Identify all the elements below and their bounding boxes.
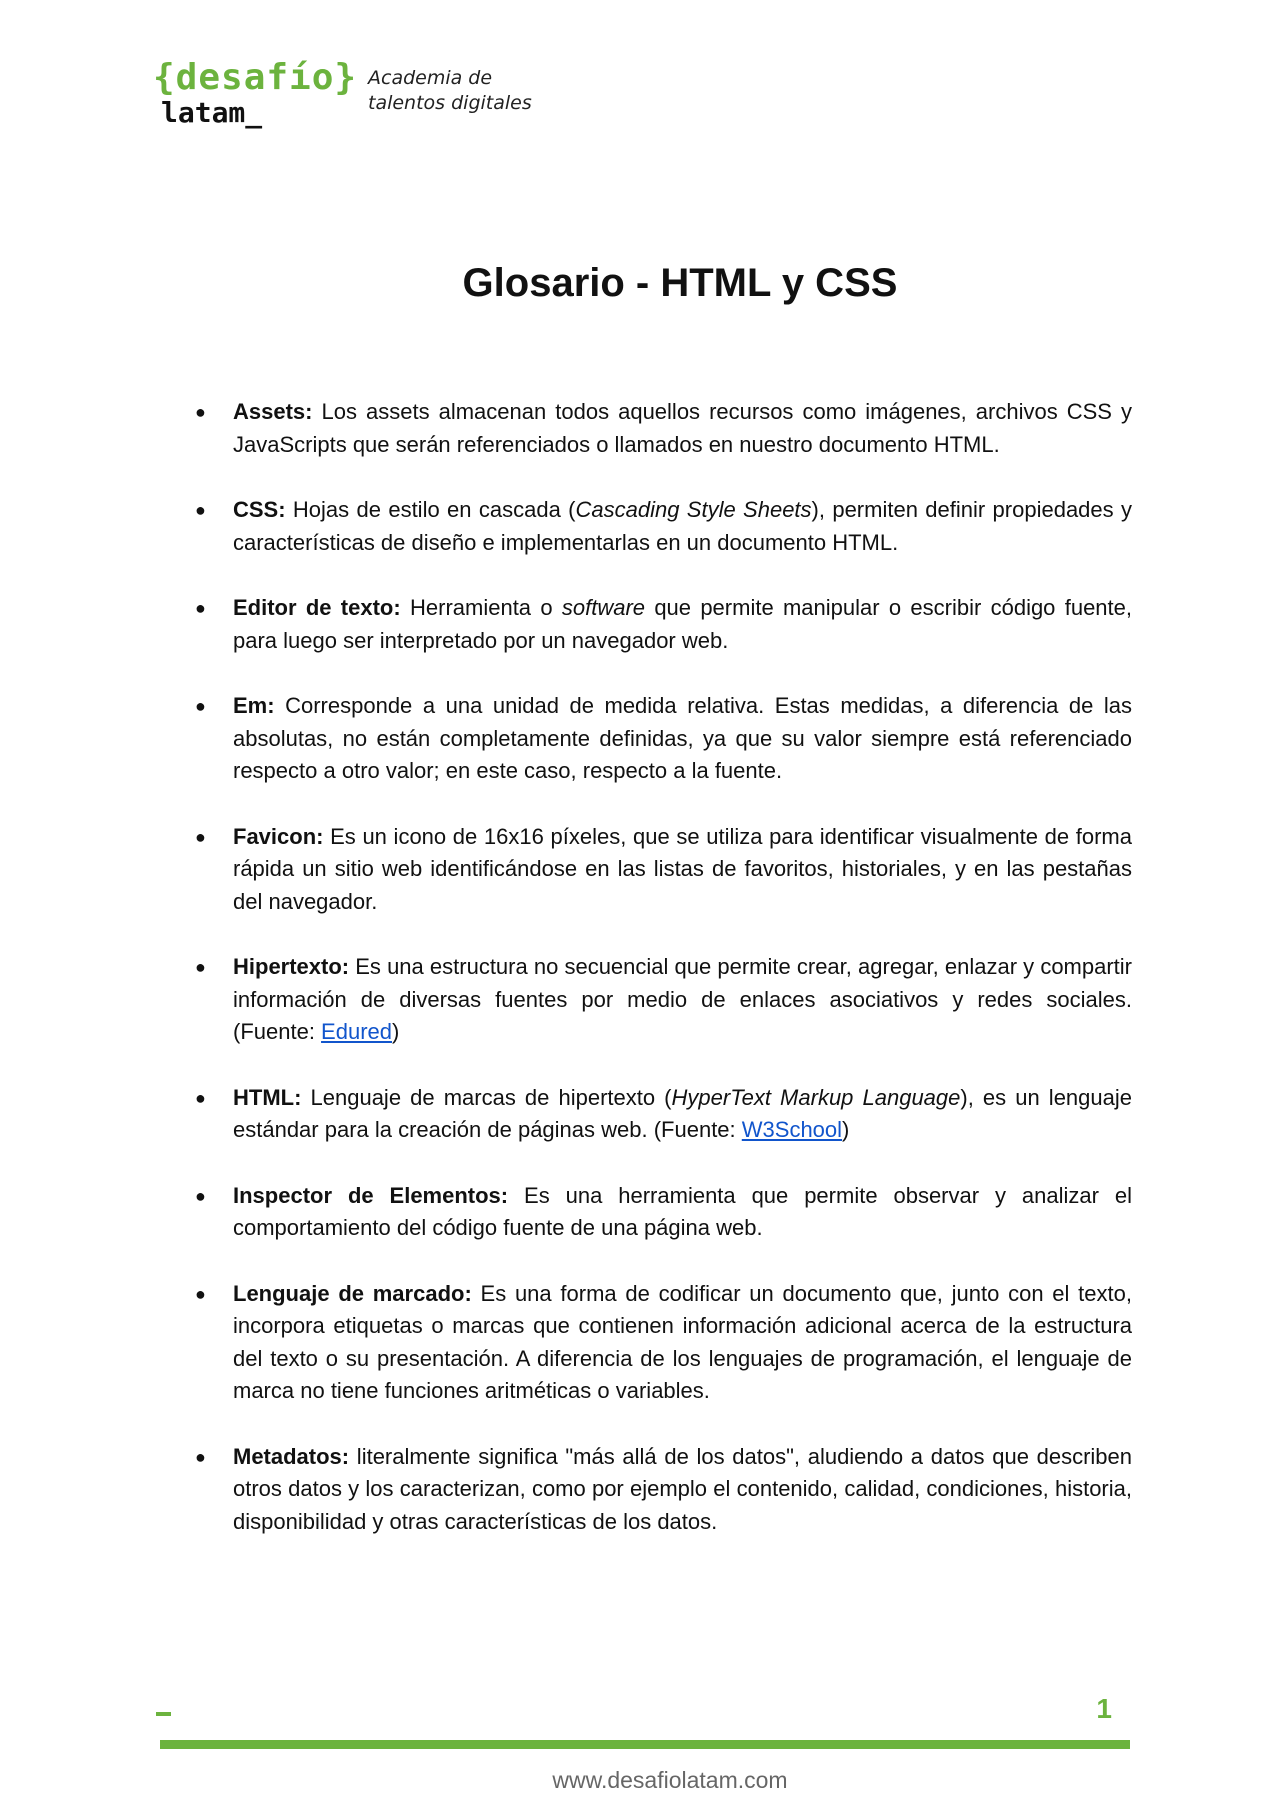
glossary-definition-text: ), es un lenguaje estándar para la creación de páginas web. (Fuente: [233,1084,1132,1142]
glossary-definition-text: ) [392,1019,400,1044]
glossary-term: Assets: [233,399,313,424]
glossary-definition-text: Herramienta o [400,595,562,620]
glossary-term: HTML: [233,1084,302,1110]
bullet-icon: ● [195,957,206,977]
page-title: Glosario - HTML y CSS [462,261,898,305]
glossary-definition-text: que permite manipular o escribir código fuente, para luego ser interpretado por un navegador web. [233,595,1132,653]
footer-dash [156,1712,171,1716]
glossary-term: Inspector de Elementos: [233,1182,509,1208]
source-link[interactable]: Edured [321,1019,392,1044]
logo-tagline-line2: talentos digitales [368,92,532,114]
bullet-icon: ● [195,402,206,422]
glossary-definition-text: Corresponde a una unidad de medida relativa. Estas medidas, a diferencia de las absolutas, no están completamente definidas, ya que su valor siempre está referenciado respecto a otro valor; en este caso, respecto a la fuente. [233,693,1132,783]
bullet-icon: ● [195,1087,206,1108]
glossary-entry [195,951,1132,1049]
glossary-entry [195,821,1132,919]
glossary-term: CSS: [233,497,286,522]
footer-url[interactable]: www.desafiolatam.com [552,1767,788,1793]
glossary-term: Editor de texto: [233,595,401,620]
glossary-definition-text: ) [842,1117,850,1142]
glossary-definition-text: Hojas de estilo en cascada ( [285,497,576,522]
logo-tagline-line1: Academia de [368,67,493,89]
bullet-icon: ● [195,696,206,716]
glossary-definition-text: Es una herramienta que permite observar y analizar el comportamiento del código fuente de una página web. [233,1182,1132,1240]
glossary-term: Favicon: [233,823,324,849]
logo-brand-text: {desafío} [153,57,358,98]
page-number: 1 [1096,1693,1112,1724]
glossary-entry [195,592,1132,657]
glossary-definition-text: Es una forma de codificar un documento que, junto con el texto, incorpora etiquetas o marcas que contienen información adicional acerca de la estructura del texto o su presentación. A diferencia de los lenguajes de programación, el lenguaje de marca no tiene funciones aritméticas o variables. [233,1280,1132,1403]
glossary-term: Em: [233,693,275,718]
logo-tagline [368,66,532,116]
glossary-list [195,396,1132,1571]
glossary-definition-text: ), permiten definir propiedades y características de diseño e implementarlas en un documento HTML. [233,497,1132,555]
glossary-term: Lenguaje de marcado: [233,1280,472,1306]
footer-divider [160,1740,1130,1749]
bullet-icon: ● [195,1283,206,1304]
source-link[interactable]: W3School [741,1117,843,1142]
glossary-italic-text: HyperText Markup Language [671,1084,961,1110]
bullet-icon: ● [195,826,206,847]
bullet-icon: ● [195,500,206,520]
glossary-definition-text: Es un icono de 16x16 píxeles, que se utiliza para identificar visualmente de forma rápida un sitio web identificándose en las listas de favoritos, historiales, y en las pestañas del navegador. [233,823,1132,914]
bullet-icon: ● [195,1185,206,1206]
glossary-entry [195,494,1132,559]
glossary-entry [195,690,1132,788]
glossary-entry [195,1278,1132,1408]
bullet-icon: ● [195,598,206,618]
logo-sub-text: latam_ [161,96,263,129]
glossary-entry [195,396,1132,461]
glossary-entry [195,1180,1132,1245]
glossary-definition-text: Los assets almacenan todos aquellos recursos como imágenes, archivos CSS y JavaScripts que serán referenciados o llamados en nuestro documento HTML. [233,399,1132,457]
glossary-definition-text: Es una estructura no secuencial que permite crear, agregar, enlazar y compartir información de diversas fuentes por medio de enlaces asociativos y redes sociales. (Fuente: [233,954,1132,1044]
glossary-term: Metadatos: [233,1443,350,1469]
glossary-definition-text: Lenguaje de marcas de hipertexto ( [301,1084,672,1110]
glossary-term: Hipertexto: [233,954,350,979]
logo [153,56,573,136]
glossary-italic-text: Cascading Style Sheets [575,497,812,522]
bullet-icon: ● [195,1446,206,1467]
glossary-entry [195,1441,1132,1539]
glossary-italic-text: software [561,595,646,620]
glossary-entry [195,1082,1132,1147]
glossary-definition-text: literalmente significa "más allá de los datos", aludiendo a datos que describen otros datos y los caracterizan, como por ejemplo el contenido, calidad, condiciones, historia, disponibilidad y otras características de los datos. [233,1443,1132,1534]
